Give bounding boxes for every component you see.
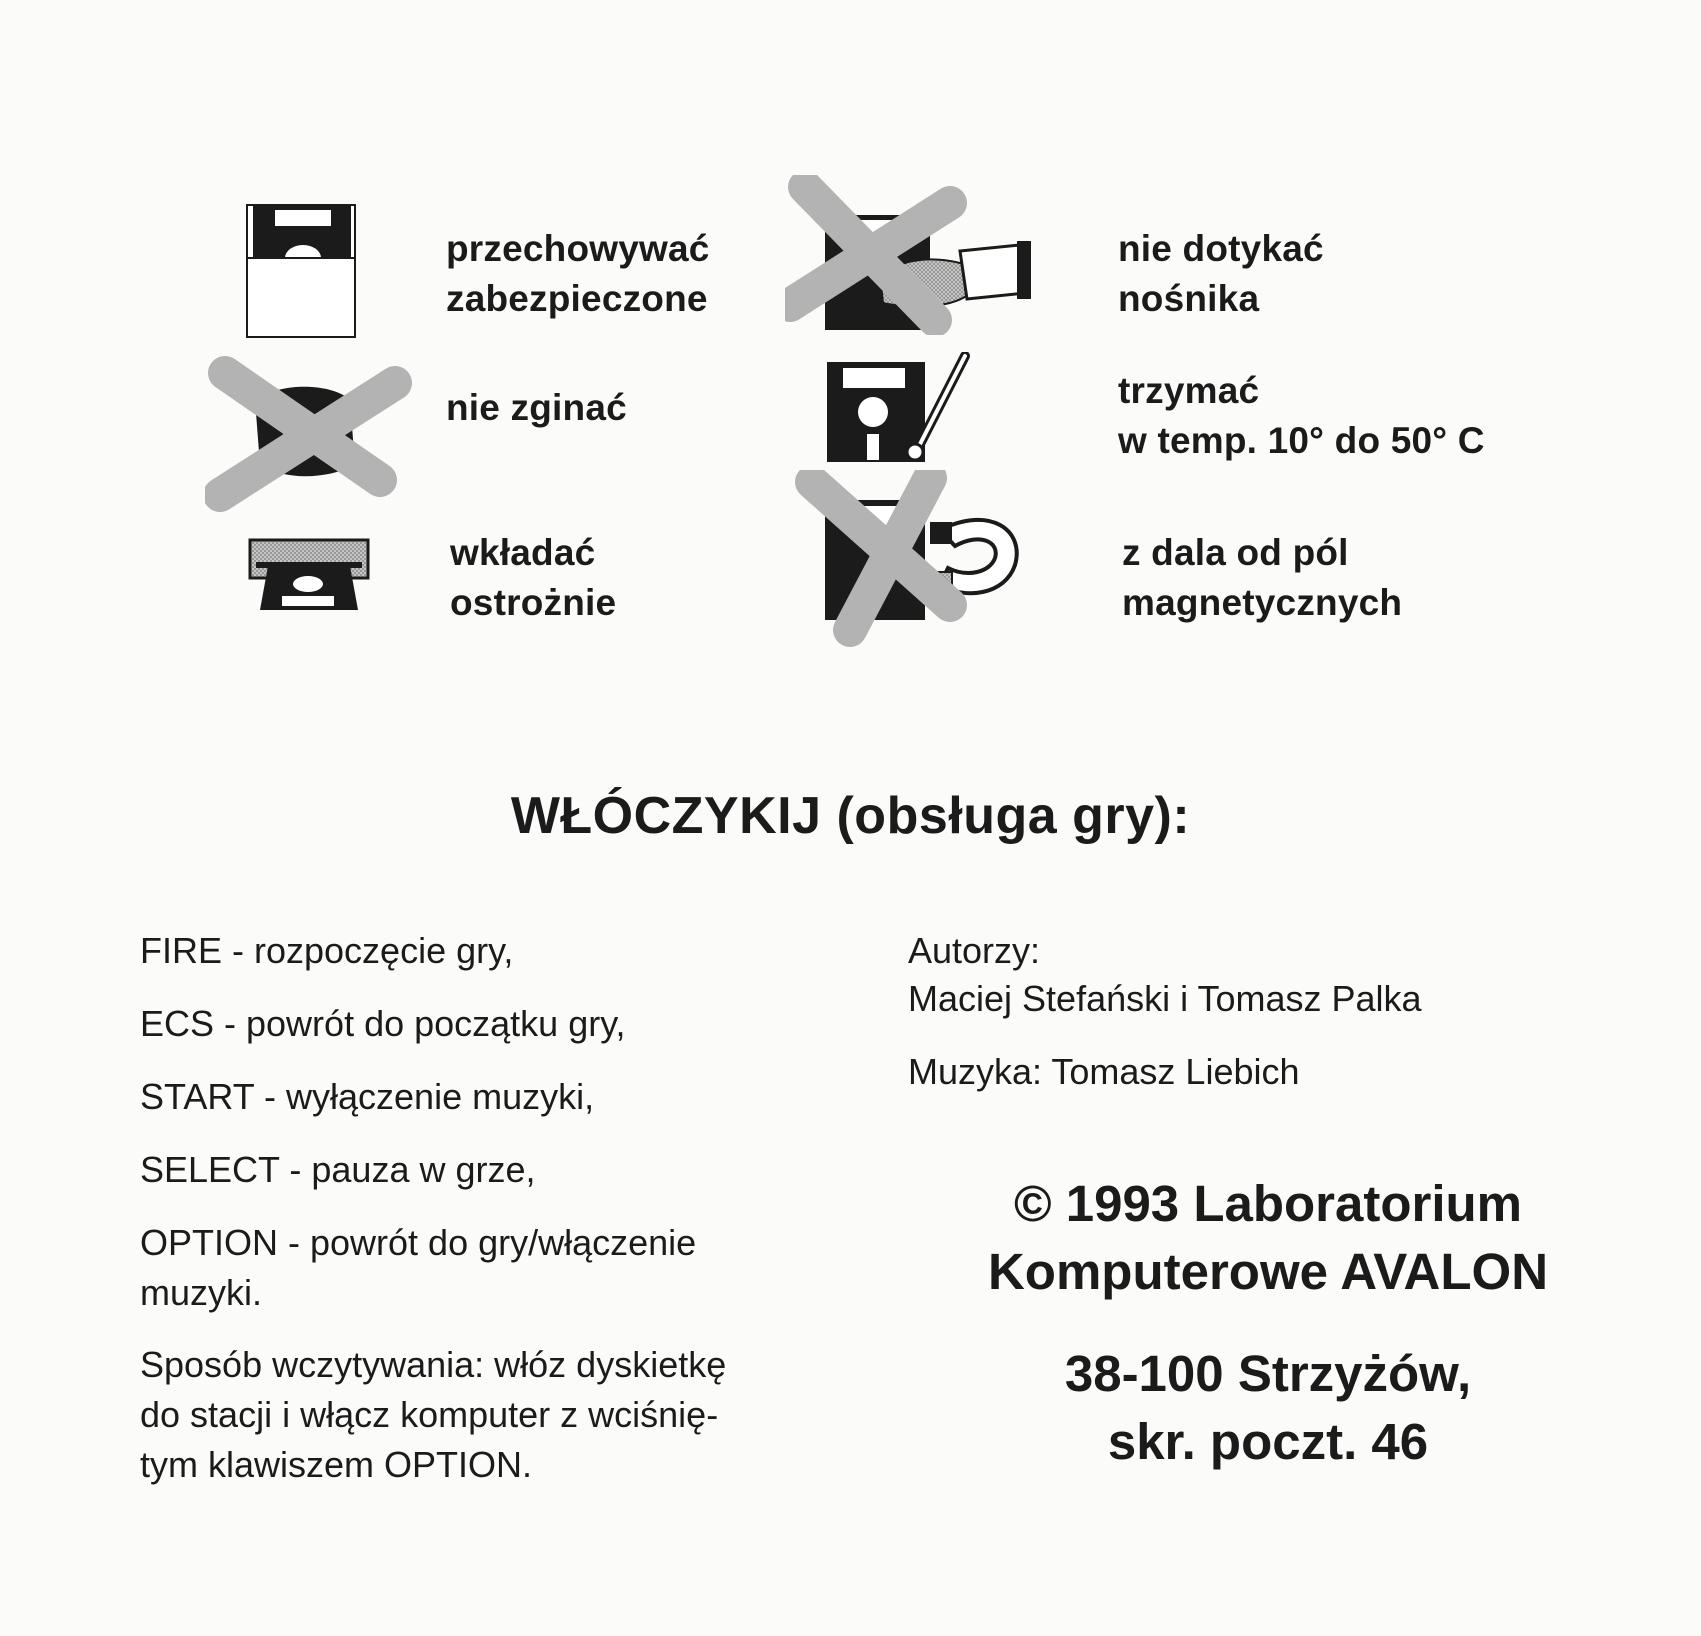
hand-touch-disk-icon bbox=[785, 175, 1040, 335]
control-fire: FIRE - rozpoczęcie gry, bbox=[140, 930, 514, 971]
control-ecs: ECS - powrót do początku gry, bbox=[140, 1003, 626, 1044]
control-start: START - wyłączenie muzyki, bbox=[140, 1076, 595, 1117]
address-block: 38-100 Strzyżów, skr. poczt. 46 bbox=[1064, 1345, 1472, 1470]
thermometer-disk-icon bbox=[825, 352, 975, 467]
music-credit: Muzyka: Tomasz Liebich bbox=[908, 1051, 1300, 1092]
authors-names: Maciej Stefański i Tomasz Palka bbox=[908, 978, 1422, 1019]
control-select: SELECT - pauza w grze, bbox=[140, 1149, 536, 1190]
control-option: OPTION - powrót do gry/włączenie muzyki. bbox=[140, 1222, 697, 1313]
floppy-sleeve-icon bbox=[245, 202, 360, 342]
bent-disk-icon bbox=[205, 355, 415, 515]
authors-label: Autorzy: bbox=[908, 930, 1041, 971]
magnet-disk-icon bbox=[790, 470, 1030, 650]
care-text-store: przechowywać zabezpieczone bbox=[446, 228, 710, 319]
page-title: WŁÓCZYKIJ (obsługa gry): bbox=[510, 787, 1191, 845]
loading-instructions: Sposób wczytywania: włóz dyskietkę do stacji i włącz komputer z wciśnię- tym klawiszem OPTION. bbox=[140, 1344, 727, 1485]
care-text-magnets: z dala od pól magnetycznych bbox=[1122, 532, 1403, 623]
care-text-temperature: trzymać w temp. 10° do 50° C bbox=[1118, 370, 1485, 461]
care-text-no-touch: nie dotykać nośnika bbox=[1118, 228, 1324, 319]
disk-drive-insert-icon bbox=[248, 538, 370, 614]
care-text-no-bend: nie zginać bbox=[446, 387, 627, 428]
copyright-block: © 1993 Laboratorium Komputerowe AVALON bbox=[987, 1175, 1549, 1300]
care-text-insert-carefully: wkładać ostrożnie bbox=[450, 532, 617, 623]
